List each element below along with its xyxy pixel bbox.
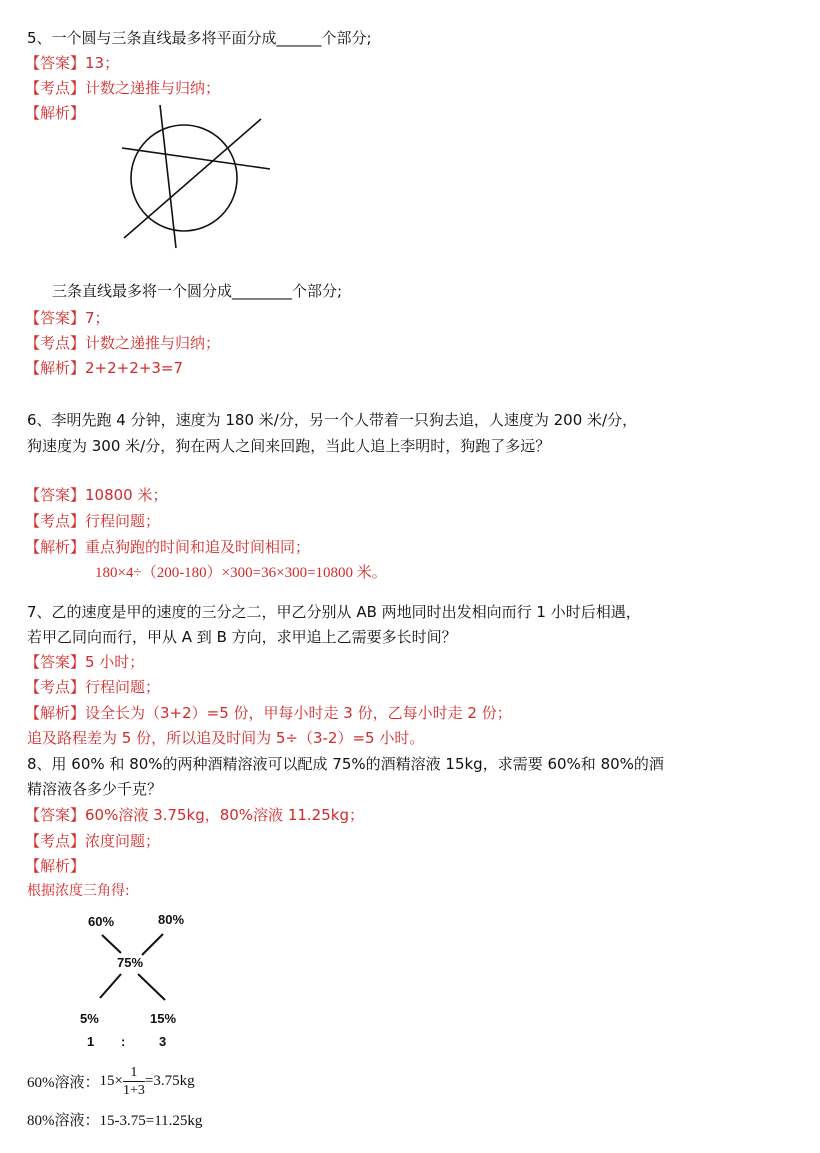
calc-60 bbox=[27, 1064, 195, 1099]
ratio-separator: : bbox=[121, 1034, 126, 1049]
q7-question-line2: 若甲乙同向而行，甲从 A 到 B 方向，求甲追上乙需要多长时间？ bbox=[27, 628, 457, 646]
fraction bbox=[123, 1064, 145, 1099]
q5-sub-analysis: 【解析】2+2+2+3=7 bbox=[25, 359, 183, 377]
q7-question-line1: 7、乙的速度是甲的速度的三分之二，甲乙分别从 AB 两地同时出发相向而行 1 小时后相遇， bbox=[27, 603, 641, 621]
ratio-right: 3 bbox=[159, 1034, 167, 1049]
circle-figure bbox=[131, 125, 237, 231]
diagram-bottom-left: 5% bbox=[80, 1011, 99, 1026]
q8-point: 【考点】浓度问题； bbox=[25, 832, 161, 850]
q7-answer: 【答案】5 小时； bbox=[25, 653, 145, 671]
q8-question-line1: 8、用 60% 和 80%的两种酒精溶液可以配成 75%的酒精溶液 15kg，求需要 60%和 80%的酒 bbox=[27, 755, 664, 773]
q7-point: 【考点】行程问题； bbox=[25, 678, 161, 696]
q6-point: 【考点】行程问题； bbox=[25, 512, 161, 530]
q8-analysis: 【解析】 bbox=[25, 857, 86, 875]
diagram-bottom-right: 15% bbox=[150, 1011, 177, 1026]
q8-answer: 【答案】60%溶液 3.75kg，80%溶液 11.25kg； bbox=[25, 806, 364, 824]
diagram-center: 75% bbox=[117, 955, 144, 970]
line-1 bbox=[122, 148, 270, 169]
q5-sub-point: 【考点】计数之递推与归纳； bbox=[25, 334, 221, 352]
q7-analysis: 【解析】设全长为（3+2）=5 份，甲每小时走 3 份，乙每小时走 2 份； bbox=[25, 704, 512, 722]
q5-point: 【考点】计数之递推与归纳； bbox=[25, 79, 221, 97]
q6-question-line1: 6、李明先跑 4 分钟，速度为 180 米/分，另一个人带着一只狗去追，人速度为 200 米/分， bbox=[27, 411, 638, 429]
fraction-denominator: 1+3 bbox=[122, 1083, 145, 1098]
q6-question-line2: 狗速度为 300 米/分，狗在两人之间来回跑，当此人追上李明时，狗跑了多远？ bbox=[27, 437, 551, 455]
q5-question: 5、一个圆与三条直线最多将平面分成______个部分; bbox=[27, 29, 372, 47]
diagram-top-left: 60% bbox=[88, 914, 115, 929]
line-3 bbox=[124, 119, 261, 238]
q6-analysis: 【解析】重点狗跑的时间和追及时间相同； bbox=[25, 538, 311, 556]
q5-answer: 【答案】13； bbox=[25, 54, 120, 72]
calc-80 bbox=[27, 1111, 202, 1131]
q5-sub-answer: 【答案】7； bbox=[25, 309, 110, 327]
fraction-numerator: 1 bbox=[130, 1065, 138, 1080]
calc-80-label: 80%溶液： bbox=[27, 1113, 100, 1129]
ratio-left: 1 bbox=[87, 1034, 95, 1049]
q7-analysis-line2: 追及路程差为 5 份，所以追及时间为 5÷（3-2）=5 小时。 bbox=[27, 729, 425, 747]
q8-triangle-intro: 根据浓度三角得: bbox=[27, 883, 130, 899]
calc-60-result: =3.75kg bbox=[144, 1073, 195, 1089]
q8-question-line2: 精溶液各多少千克？ bbox=[27, 780, 163, 798]
q5-analysis: 【解析】 bbox=[25, 104, 86, 122]
q6-answer: 【答案】10800 米； bbox=[25, 486, 168, 504]
calc-60-pre: 15× bbox=[99, 1073, 123, 1089]
diagram-top-right: 80% bbox=[158, 912, 185, 927]
q5-sub-question: 三条直线最多将一个圆分成________个部分; bbox=[52, 282, 343, 300]
calc-60-label: 60%溶液： bbox=[27, 1075, 100, 1091]
q6-formula: 180×4÷（200-180）×300=36×300=10800 米。 bbox=[95, 565, 387, 581]
calc-80-expr: 15-3.75=11.25kg bbox=[99, 1113, 203, 1129]
